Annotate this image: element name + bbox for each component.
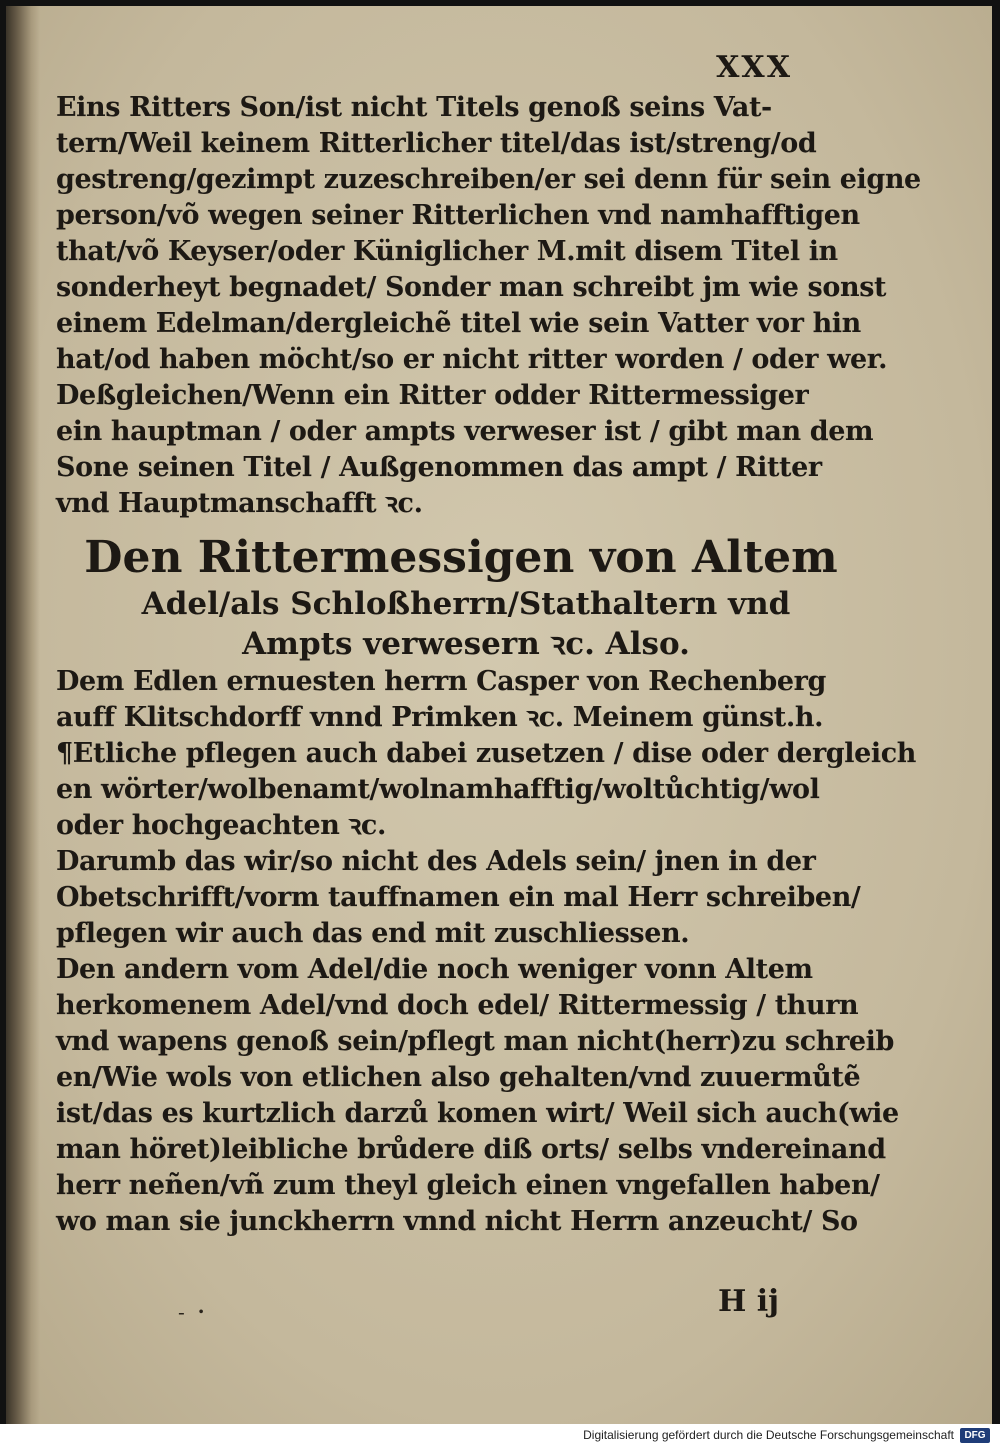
text-line: ist/das es kurtzlich darzů komen wirt/ Weil sich auch(wie [56, 1098, 899, 1129]
text-line: Sone seinen Titel / Außgenommen das ampt / Ritter [56, 452, 822, 483]
page-gutter [6, 6, 40, 1424]
dfg-logo: DFG [960, 1428, 990, 1443]
text-line: person/võ wegen seiner Ritterlichen vnd namhafftigen [56, 200, 860, 231]
text-line: Darumb das wir/so nicht des Adels sein/ jnen in der [56, 846, 816, 877]
section-subheading: Adel/als Schloßherrn/Stathaltern vnd [141, 586, 791, 622]
text-line: ¶Etliche pflegen auch dabei zusetzen / dise oder dergleich [56, 738, 917, 769]
footer-credit: Digitalisierung gefördert durch die Deutsche Forschungsgemeinschaft [583, 1428, 954, 1442]
text-line: pflegen wir auch das end mit zuschliessen. [56, 918, 690, 949]
text-line: man höret)leibliche brůdere diß orts/ selbs vndereinand [56, 1134, 886, 1165]
text-line: herr neñen/vñ zum theyl gleich einen vngefallen haben/ [56, 1170, 880, 1201]
margin-mark: - ・ [178, 1300, 212, 1324]
page-text [56, 90, 921, 1240]
text-line: Den andern vom Adel/die noch weniger vonn Altem [56, 954, 813, 985]
text-line: ein hauptman / oder ampts verweser ist / gibt man dem [56, 416, 874, 447]
text-line: gestreng/gezimpt zuzeschreiben/er sei denn für sein eigne [56, 164, 921, 195]
digitization-footer [0, 1424, 1000, 1448]
text-line: vnd wapens genoß sein/pflegt man nicht(herr)zu schreib [56, 1026, 894, 1057]
section-heading: Den Rittermessigen von Altem [84, 532, 838, 583]
text-line: Eins Ritters Son/ist nicht Titels genoß seins Vat- [56, 92, 772, 123]
text-line: wo man sie junckherrn vnnd nicht Herrn anzeucht/ So [56, 1206, 858, 1237]
text-line: oder hochgeachten ꝛc. [56, 810, 386, 841]
text-line: vnd Hauptmanschafft ꝛc. [56, 488, 423, 519]
text-line: auff Klitschdorff vnnd Primken ꝛc. Meinem günst.h. [56, 702, 824, 733]
text-line: en/Wie wols von etlichen also gehalten/vnd zuuermůtẽ [56, 1062, 861, 1093]
text-line: Dem Edlen ernuesten herrn Casper von Rechenberg [56, 666, 826, 697]
folio-number: XXX [716, 50, 792, 85]
text-line: Deßgleichen/Wenn ein Ritter odder Rittermessiger [56, 380, 809, 411]
text-line: einem Edelman/dergleichẽ titel wie sein Vatter vor hin [56, 308, 861, 339]
text-line: hat/od haben möcht/so er nicht ritter worden / oder wer. [56, 344, 888, 375]
book-page [6, 6, 992, 1424]
text-line: sonderheyt begnadet/ Sonder man schreibt jm wie sonst [56, 272, 887, 303]
signature-mark: H ij [718, 1284, 780, 1319]
text-line: that/võ Keyser/oder Küniglicher M.mit disem Titel in [56, 236, 838, 267]
text-line: en wörter/wolbenamt/wolnamhafftig/woltůchtig/wol [56, 774, 820, 805]
text-line: Obetschrifft/vorm tauffnamen ein mal Herr schreiben/ [56, 882, 861, 913]
text-line: tern/Weil keinem Ritterlicher titel/das ist/streng/od [56, 128, 817, 159]
section-subheading: Ampts verwesern ꝛc. Also. [242, 626, 690, 662]
text-line: herkomenem Adel/vnd doch edel/ Rittermessig / thurn [56, 990, 859, 1021]
